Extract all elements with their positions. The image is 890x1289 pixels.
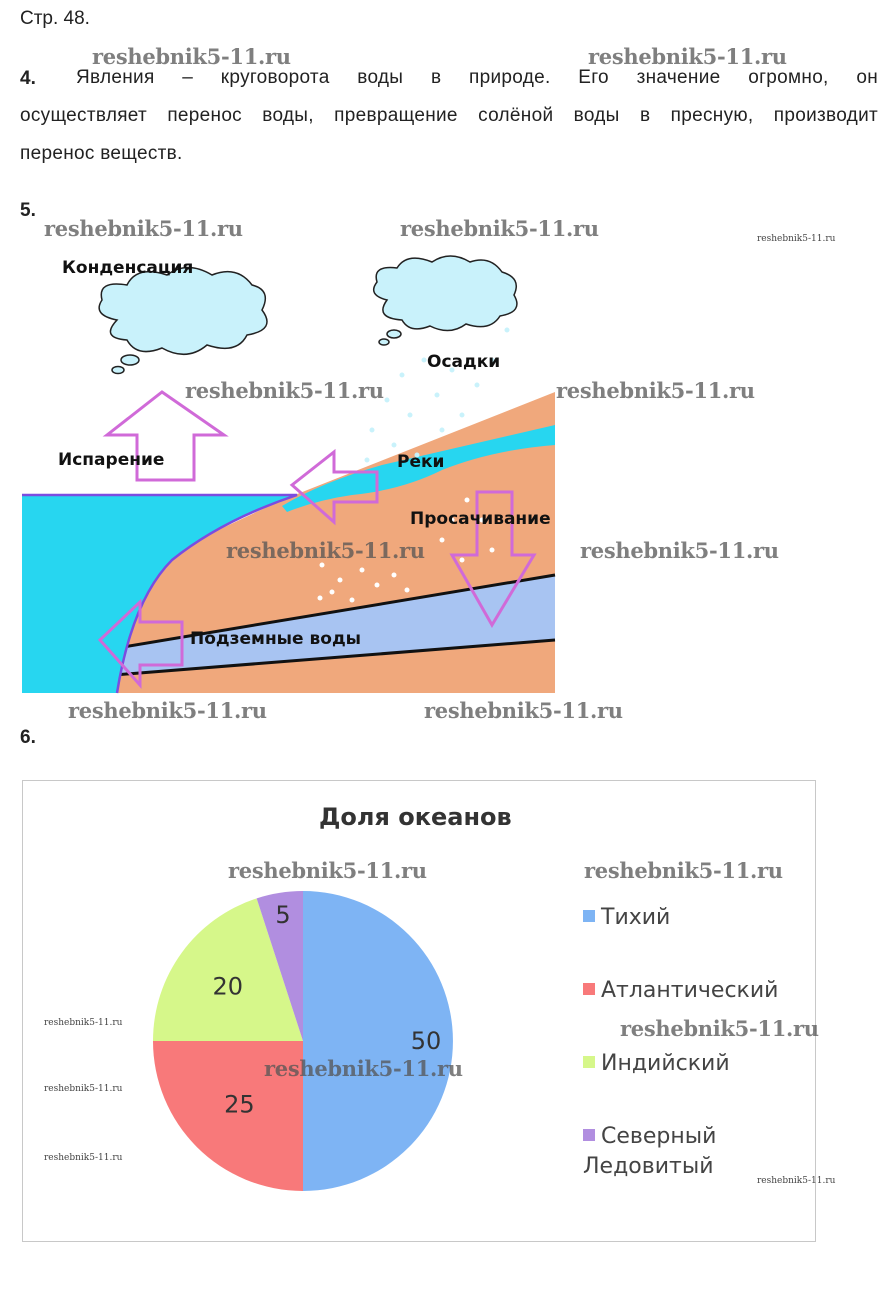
legend-label-atlantic: Атлантический [601, 978, 779, 1003]
watermark: reshebnik5-11.ru [584, 858, 783, 883]
watermark: reshebnik5-11.ru [620, 1016, 819, 1041]
watermark-small: reshebnik5-11.ru [757, 234, 836, 244]
watermark-small: reshebnik5-11.ru [44, 1153, 123, 1163]
task-4-line-3: перенос веществ. [20, 143, 183, 164]
page-number: Стр. 48. [20, 8, 90, 29]
watermark: reshebnik5-11.ru [185, 378, 384, 403]
label-groundwater: Подземные воды [190, 629, 362, 649]
legend-label-arctic-line2: Ледовитый [583, 1154, 714, 1179]
label-rivers: Реки [397, 452, 445, 472]
pie-label-atlantic: 25 [224, 1090, 255, 1119]
label-evaporation: Испарение [58, 450, 165, 470]
label-condensation: Конденсация [62, 258, 194, 278]
watermark: reshebnik5-11.ru [264, 1056, 463, 1081]
watermark: reshebnik5-11.ru [92, 44, 291, 69]
watermark: reshebnik5-11.ru [400, 216, 599, 241]
watermark: reshebnik5-11.ru [580, 538, 779, 563]
watermark: reshebnik5-11.ru [226, 538, 425, 563]
condensation-cloud [99, 268, 267, 374]
watermark: reshebnik5-11.ru [68, 698, 267, 723]
task-6-number: 6. [20, 727, 36, 748]
watermark-small: reshebnik5-11.ru [44, 1084, 123, 1094]
legend-swatch-arctic [583, 1129, 595, 1141]
pie-chart [143, 881, 463, 1201]
legend-item-atlantic [583, 976, 778, 1006]
chart-legend [583, 903, 778, 1182]
legend-label-arctic-line1: Северный [601, 1124, 717, 1149]
watermark: reshebnik5-11.ru [44, 216, 243, 241]
task-4-line-2: осуществляет перенос воды, превращение солёной воды в пресную, производит [20, 105, 878, 126]
task-4-number: 4. [20, 68, 36, 89]
pie-label-pacific: 50 [410, 1027, 442, 1055]
legend-swatch-indian [583, 1056, 595, 1068]
label-seepage: Просачивание [410, 509, 551, 529]
watermark: reshebnik5-11.ru [424, 698, 623, 723]
legend-label-pacific: Тихий [601, 905, 671, 930]
watermark: reshebnik5-11.ru [556, 378, 755, 403]
precipitation-cloud [374, 256, 517, 345]
task-5-number: 5. [20, 200, 36, 221]
legend-label-indian: Индийский [601, 1051, 730, 1076]
watermark-small: reshebnik5-11.ru [44, 1018, 123, 1028]
legend-swatch-atlantic [583, 983, 595, 995]
pie-label-arctic: 5 [275, 901, 291, 930]
pie-label-indian: 20 [212, 972, 244, 1001]
task-4-line-1: Явления – круговорота воды в природе. Его значение огромно, он [76, 67, 878, 88]
chart-title: Доля океанов [319, 803, 512, 831]
label-precipitation: Осадки [427, 352, 501, 372]
legend-item-arctic [583, 1122, 778, 1182]
pie-chart-panel [22, 780, 816, 1242]
task-4-answer [20, 59, 878, 173]
legend-swatch-pacific [583, 910, 595, 922]
watermark: reshebnik5-11.ru [228, 858, 427, 883]
watermark-small: reshebnik5-11.ru [757, 1176, 836, 1186]
legend-item-pacific [583, 903, 778, 933]
legend-item-indian [583, 1049, 778, 1079]
watermark: reshebnik5-11.ru [588, 44, 787, 69]
